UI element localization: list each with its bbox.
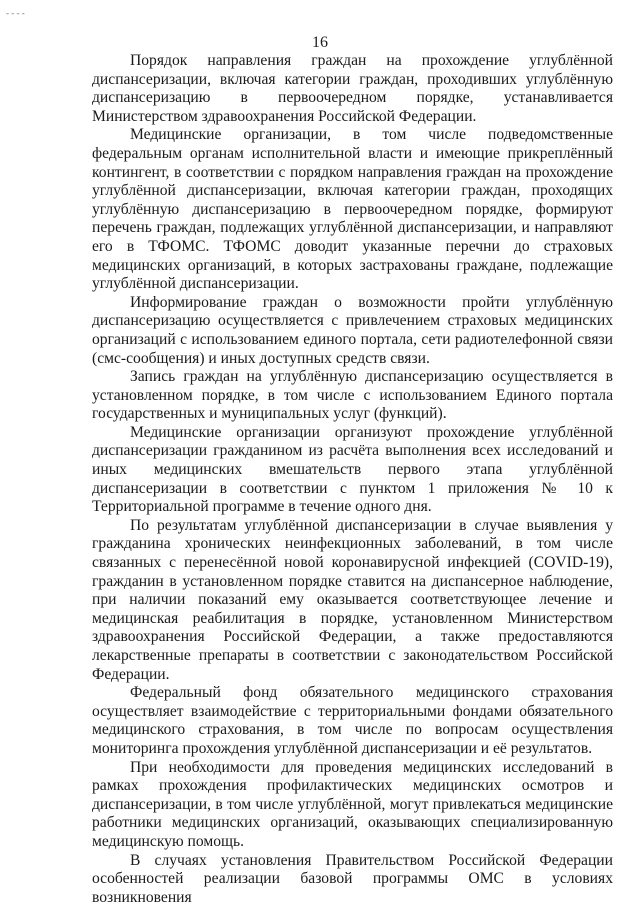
body-text <box>92 52 613 907</box>
header-mark: - - - - <box>6 8 25 18</box>
paragraph: Медицинские организации организуют прохождение углублённой диспансеризации гражданином из расчёта выполнения всех исследований и иных медицинских вмешательств первого этапа углублённой диспансеризации в соответствии с пунктом 1 приложения № 10 к Территориальной программе в течение одного дня. <box>92 423 613 516</box>
paragraph: В случаях установления Правительством Российской Федерации особенностей реализации базовой программы ОМС в условиях возникновения <box>92 851 613 906</box>
paragraph: Федеральный фонд обязательного медицинского страхования осуществляет взаимодействие с территориальными фондами обязательного медицинского страхования, в том числе по вопросам осуществления мониторинга прохождения углублённой диспансеризации и её результатов. <box>92 684 613 757</box>
page-number: 16 <box>312 34 328 51</box>
paragraph: При необходимости для проведения медицинских исследований в рамках прохождения профилактических медицинских осмотров и диспансеризации, в том числе углублённой, могут привлекаться медицинские работники медицинских организаций, оказывающих специализированную медицинскую помощь. <box>92 758 613 850</box>
paragraph: Информирование граждан о возможности пройти углублённую диспансеризацию осуществляется с привлечением страховых медицинских организаций с использованием единого портала, сети радиотелефонной связи (смс-сообщения) и иных доступных средств связи. <box>92 293 613 367</box>
paragraph: Порядок направления граждан на прохождение углублённой диспансеризации, включая категории граждан, проходивших углублённую диспансеризацию в первоочередном порядке, устанавливается Министерством здравоохранения Российской Федерации. <box>92 52 613 125</box>
paragraph: Запись граждан на углублённую диспансеризацию осуществляется в установленном порядке, в том числе с использованием Единого портала государственных и муниципальных услуг (функций). <box>92 368 613 423</box>
paragraph: Медицинские организации, в том числе подведомственные федеральным органам исполнительной власти и имеющие прикреплённый контингент, в соответствии с порядком направления граждан на прохождение углублённой диспансеризации, включая категории граждан, проходящих углублённую диспансеризацию в первоочередном порядке, формируют перечень граждан, подлежащих углублённой диспансеризации, и направляют его в ТФОМС. ТФОМС доводит указанные перечни до страховых медицинских организаций, в которых застрахованы граждане, подлежащие углублённой диспансеризации. <box>92 126 613 293</box>
paragraph: По результатам углублённой диспансеризации в случае выявления у гражданина хронических неинфекционных заболеваний, в том числе связанных с перенесённой новой коронавирусной инфекцией (COVID-19), гражданин в установленном порядке ставится на диспансерное наблюдение, при наличии показаний ему оказывается соответствующее лечение и медицинская реабилитация в порядке, установленном Министерством здравоохранения Российской Федерации, а также предоставляются лекарственные препараты в соответствии с законодательством Российской Федерации. <box>92 516 613 683</box>
